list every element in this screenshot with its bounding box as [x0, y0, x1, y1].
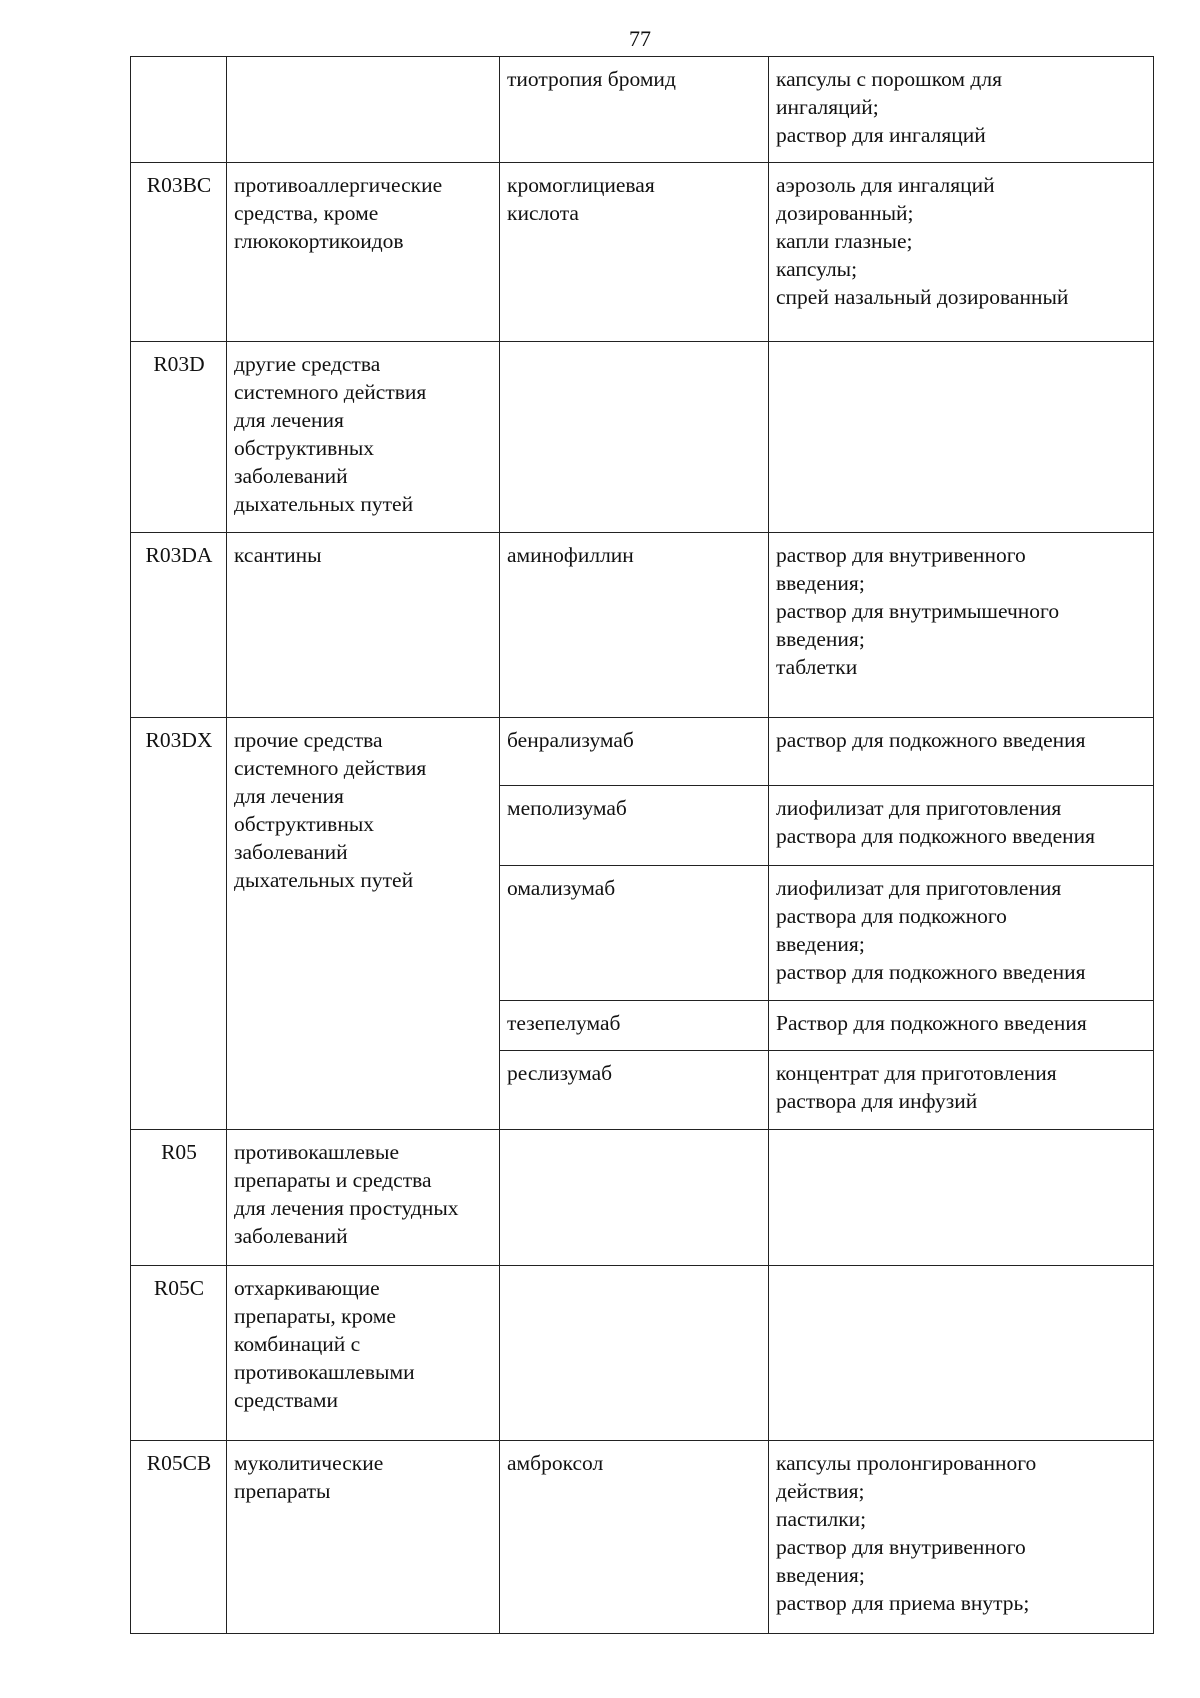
group-name: противоаллергические средства, кроме глюкокортикоидов	[227, 163, 500, 342]
dosage-form: капсулы пролонгированного действия; пастилки; раствор для внутривенного введения; раствор для приема внутрь;	[769, 1441, 1154, 1634]
drug-name	[500, 342, 769, 533]
table-row	[131, 718, 1154, 786]
drug-name: аминофиллин	[500, 533, 769, 718]
drug-name: реслизумаб	[500, 1051, 769, 1130]
drug-name: бенрализумаб	[500, 718, 769, 786]
dosage-form: Раствор для подкожного введения	[769, 1001, 1154, 1051]
dosage-form: лиофилизат для приготовления раствора для подкожного введения; раствор для подкожного введения	[769, 866, 1154, 1001]
group-name: муколитические препараты	[227, 1441, 500, 1634]
atc-code	[131, 57, 227, 163]
dosage-form	[769, 1266, 1154, 1441]
drug-table	[130, 56, 1154, 1634]
table-row	[131, 57, 1154, 163]
drug-name: меполизумаб	[500, 786, 769, 866]
drug-name: амброксол	[500, 1441, 769, 1634]
drug-name	[500, 1130, 769, 1266]
atc-code: R05CB	[131, 1441, 227, 1634]
atc-code: R05C	[131, 1266, 227, 1441]
dosage-form: лиофилизат для приготовления раствора для подкожного введения	[769, 786, 1154, 866]
table-row	[131, 533, 1154, 718]
table-row	[131, 1266, 1154, 1441]
dosage-form: раствор для подкожного введения	[769, 718, 1154, 786]
atc-code: R03D	[131, 342, 227, 533]
dosage-form	[769, 1130, 1154, 1266]
dosage-form: капсулы с порошком для ингаляций; раствор для ингаляций	[769, 57, 1154, 163]
page-number: 77	[629, 26, 651, 51]
dosage-form	[769, 342, 1154, 533]
atc-code: R03DX	[131, 718, 227, 1130]
table-row	[131, 163, 1154, 342]
atc-code: R03DA	[131, 533, 227, 718]
group-name: прочие средства системного действия для лечения обструктивных заболеваний дыхательных путей	[227, 718, 500, 1130]
dosage-form: концентрат для приготовления раствора для инфузий	[769, 1051, 1154, 1130]
dosage-form: аэрозоль для ингаляций дозированный; капли глазные; капсулы; спрей назальный дозированный	[769, 163, 1154, 342]
drug-name: тиотропия бромид	[500, 57, 769, 163]
table-row	[131, 1441, 1154, 1634]
group-name: ксантины	[227, 533, 500, 718]
drug-name: омализумаб	[500, 866, 769, 1001]
drug-name	[500, 1266, 769, 1441]
table-row	[131, 342, 1154, 533]
dosage-form: раствор для внутривенного введения; раствор для внутримышечного введения; таблетки	[769, 533, 1154, 718]
atc-code: R05	[131, 1130, 227, 1266]
drug-name: тезепелумаб	[500, 1001, 769, 1051]
drug-name: кромоглициевая кислота	[500, 163, 769, 342]
group-name	[227, 57, 500, 163]
group-name: другие средства системного действия для лечения обструктивных заболеваний дыхательных путей	[227, 342, 500, 533]
atc-code: R03BC	[131, 163, 227, 342]
group-name: противокашлевые препараты и средства для лечения простудных заболеваний	[227, 1130, 500, 1266]
group-name: отхаркивающие препараты, кроме комбинаций с противокашлевыми средствами	[227, 1266, 500, 1441]
table-row	[131, 1130, 1154, 1266]
